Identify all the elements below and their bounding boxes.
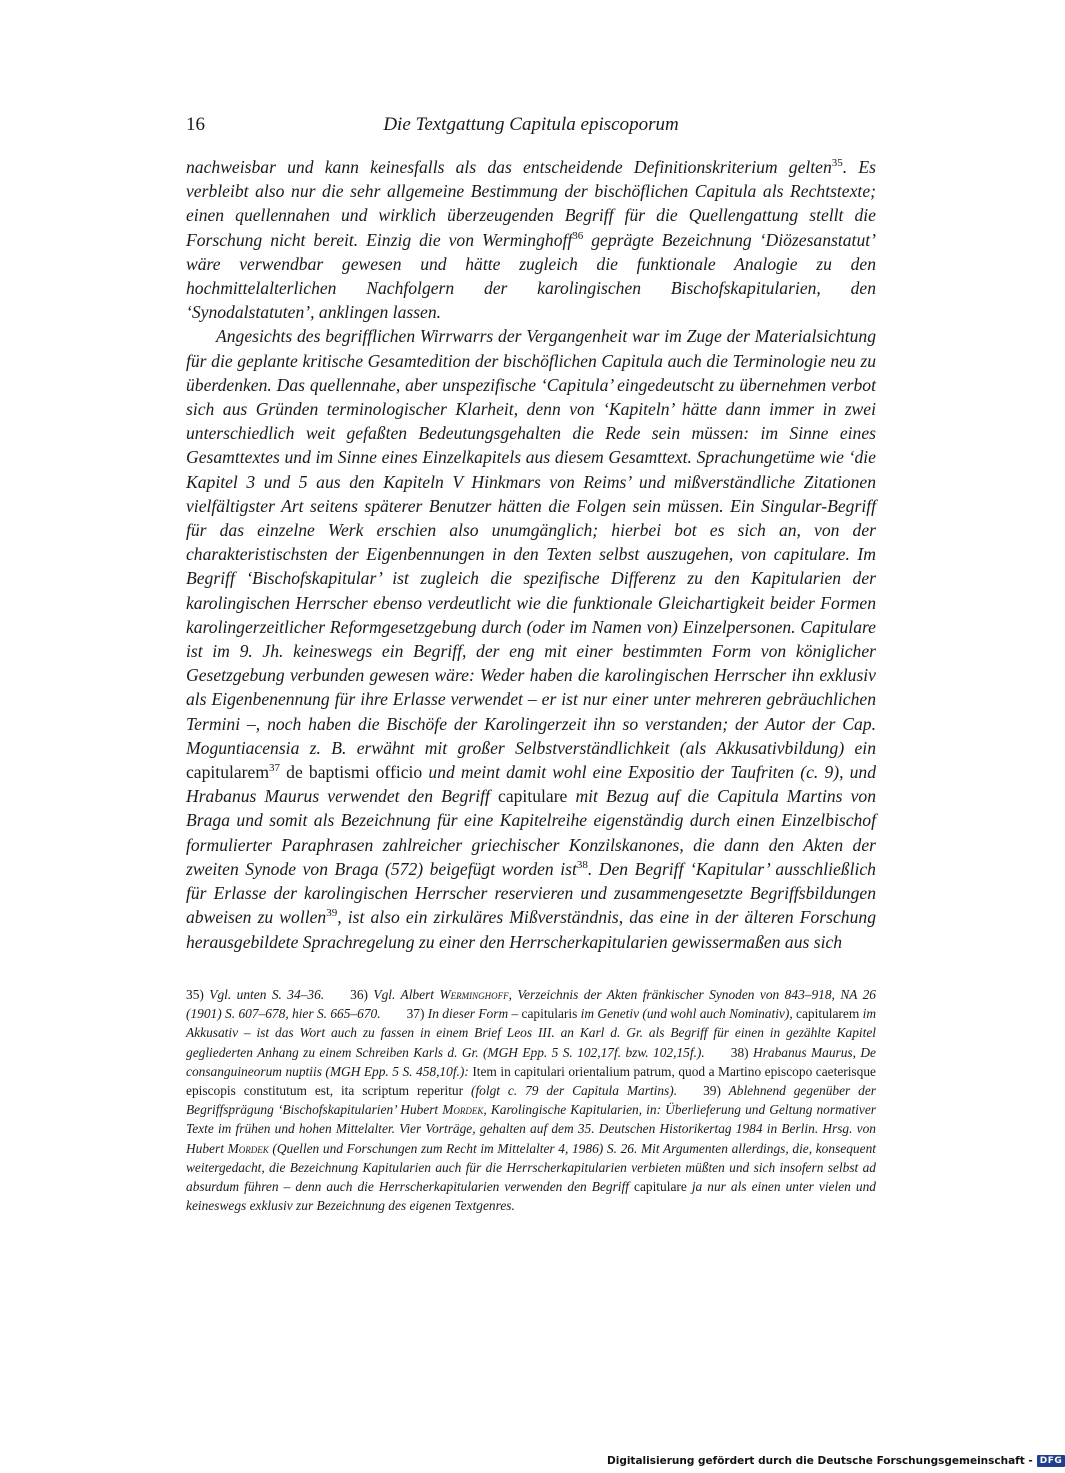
page-number: 16 [186,114,205,135]
footnote-number-38: 38) [730,1044,749,1060]
footnote-number-39: 39) [703,1083,721,1099]
main-text [186,155,876,954]
footnote-ref-36: 36 [572,229,584,242]
footnote-ref-35: 35 [831,157,843,170]
text-span: . Es verbleibt also nur die sehr allgemeine Bestimmung der bischöflichen Capitula als Rechtstexte; einen quellennahen und wirklich überzeugenden Begriff für die Quellengattung stellt die Forschung nicht bereit. Einzig die von Werminghoff [186,157,877,250]
latin-term: capitulare [634,1179,687,1195]
text-span: . Den Begriff ‘Kapitular’ ausschließlich für Erlasse der karolingischen Herrscher reservieren und zusammengesetzte Begriffsbildungen abweisen zu wollen [186,858,876,928]
latin-term: capitulare [498,786,568,807]
funding-banner [607,1454,1063,1468]
footnote-35: Vgl. unten S. 34–36. [203,987,325,1002]
footnote-36: Vgl. Albert [367,987,440,1002]
footnote-39: ja nur als einen unter vielen und keineswegs exklusiv zur Bezeichnung des eigenen Textgenres. [186,1179,876,1214]
text-span: geprägte Bezeichnung ‘Diözesanstatut’ wäre verwendbar gewesen und hätte zugleich die funktionale Analogie zu den hochmittelalterlichen Nachfolgern der karolingischen Bischofskapitularien, den ‘Synodalstatuten’, anklingen lassen. [186,229,876,323]
footnote-ref-37: 37 [269,762,281,775]
footnote-36: , Verzeichnis der Akten fränkischer Synoden von 843–918, NA 26 (1901) S. 607–678, hier S. 665–670. [186,987,876,1022]
footnote-39: , Karolingische Kapitularien, in: Überlieferung und Geltung normativer Texte im frühen und hohen Mittelalter. Vier Vorträge, gehalten auf dem 35. Deutschen Historikertag 1984 in Berlin. Hrsg. von Hubert [186,1102,876,1156]
latin-term: capitularem [186,762,270,783]
page-header [186,114,876,144]
footnotes [186,985,876,1215]
text-span: , ist also ein zirkuläres Mißverständnis, das eine in der älteren Forschung herausgebildete Sprachregelung zu einer den Herrscherkapitularien gewissermaßen aus sich [186,907,876,952]
footnote-ref-38: 38 [576,859,588,872]
latin-term: capitularem [796,1006,860,1022]
footnote-38: Hrabanus Maurus, De consanguineorum nuptiis (MGH Epp. 5 S. 458,10f.): [186,1044,876,1079]
footnote-38: (folgt c. 79 der Capitula Martins). [463,1083,678,1099]
footnote-number-36: 36) [350,987,368,1002]
latin-term: capitularis [521,1006,578,1022]
footnote-block [186,985,876,1215]
author-name: Mordek [227,1140,269,1156]
paragraph-2 [186,324,876,953]
running-title: Die Textgattung Capitula episcoporum [383,114,679,135]
author-name: Werminghoff [439,987,509,1002]
text-span: mit Bezug auf die Capitula Martins von Braga und somit als Bezeichnung für eine Kapitelreihe eigenständig durch einen Einzelbischof formulierter Paraphrasen zahlreicher griechischer Konzilskanones, die dann den Akten der zweiten Synode von Braga (572) beigefügt worden ist [186,786,876,879]
footnote-number-37: 37) [406,1006,425,1022]
footnote-39: (Quellen und Forschungen zum Recht im Mittelalter 4, 1986) S. 26. Mit Argumenten allerdings, die, konsequent weitergedacht, die Bezeichnung Kapitularien auch für die Herrscherkapitularien verbieten müßten und sich insofern selbst ad absurdum führen – denn auch die Herrscherkapitularien verwenden den Begriff [186,1140,876,1195]
author-name: Mordek [442,1102,484,1118]
footnote-37: im Genetiv (und wohl auch Nominativ), [577,1006,797,1022]
footnote-37: im Akkusativ – ist das Wort auch zu fassen in einem Brief Leos III. an Karl d. Gr. als Begriff für einen in gezählte Kapitel gegliederten Anhang zu einem Schreiben Karls d. Gr. (MGH Epp. 5 S. 102,17f. bzw. 102,15f.). [186,1006,876,1060]
text-span: und meint damit wohl eine Expositio der Taufriten (c. 9), und Hrabanus Maurus verwendet den Begriff [186,762,876,807]
paragraph-1 [186,155,876,324]
footnote-39: Ablehnend gegenüber der Begriffsprägung ‘Bischofskapitularien’ Hubert [186,1083,877,1118]
text-span: nachweisbar und kann keinesfalls als das entscheidende Definitionskriterium gelten [186,157,832,177]
footnote-number-35: 35) [186,987,204,1002]
text-span: Angesichts des begrifflichen Wirrwarrs der Vergangenheit war im Zuge der Materialsichtung für die geplante kritische Gesamtedition der bischöflichen Capitula auch die Terminologie neu zu überdenken. Das quellennahe, aber unspezifische ‘Capitula’ eingedeutscht zu übernehmen verbot sich aus Gründen terminologischer Klarheit, denn von ‘Kapiteln’ hätte dann immer in zwei unterschiedlich weit gefaßten Bedeutungsgehalten die Rede sein müssen: im Sinne eines Gesamttextes und im Sinne eines Einzelkapitels aus diesem Gesamttext. Sprachungetüme wie ‘die Kapitel 3 und 5 aus den Kapiteln V Hinkmars von Reims’ und mißverständliche Zitationen vielfältigster Art seitens späterer Benutzer hätten die Folgen sein müssen. Ein Singular-Begriff für das einzelne Werk erschien also unumgänglich; hierbei bot es sich an, von der charakteristischsten der Eigenbennungen in den Texten selbst auszugehen, von capitulare. Im Begriff ‘Bischofskapitular’ ist zugleich die spezifische Differenz zu den Kapitularien der karolingischen Herrscher ebenso verdeutlicht wie die funktionale Gleichartigkeit beider Formen karolingerzeitlicher Reformgesetzgebung durch (oder im Namen von) Einzelpersonen. Capitulare ist im 9. Jh. keineswegs ein Begriff, der eng mit einer bestimmten Form von königlicher Gesetzgebung verbunden gewesen wäre: Weder haben die karolingischen Herrscher ihn exklusiv als Eigenbenennung für ihre Erlasse verwendet – er ist nur einer unter mehreren gebräuchlichen Termini –, noch haben die Bischöfe der Karolingerzeit ihn so verstanden; der Autor der Cap. Moguntiacensia z. B. erwähnt mit großer Selbstverständlichkeit (als Akkusativbildung) ein [186,326,876,758]
dfg-logo-icon: DFG [1037,1455,1065,1467]
footnote-37: In dieser Form – [424,1006,522,1022]
funding-text: Digitalisierung gefördert durch die Deutsche Forschungsgemeinschaft - [607,1455,1033,1467]
footnote-ref-39: 39 [326,907,338,920]
latin-quotation: Item in capitulari orientalium patrum, quod a Martino episcopo caeterisque episcopis constitutum est, ita scriptum reperitur [186,1063,876,1099]
latin-term: de baptismi officio [280,762,423,783]
